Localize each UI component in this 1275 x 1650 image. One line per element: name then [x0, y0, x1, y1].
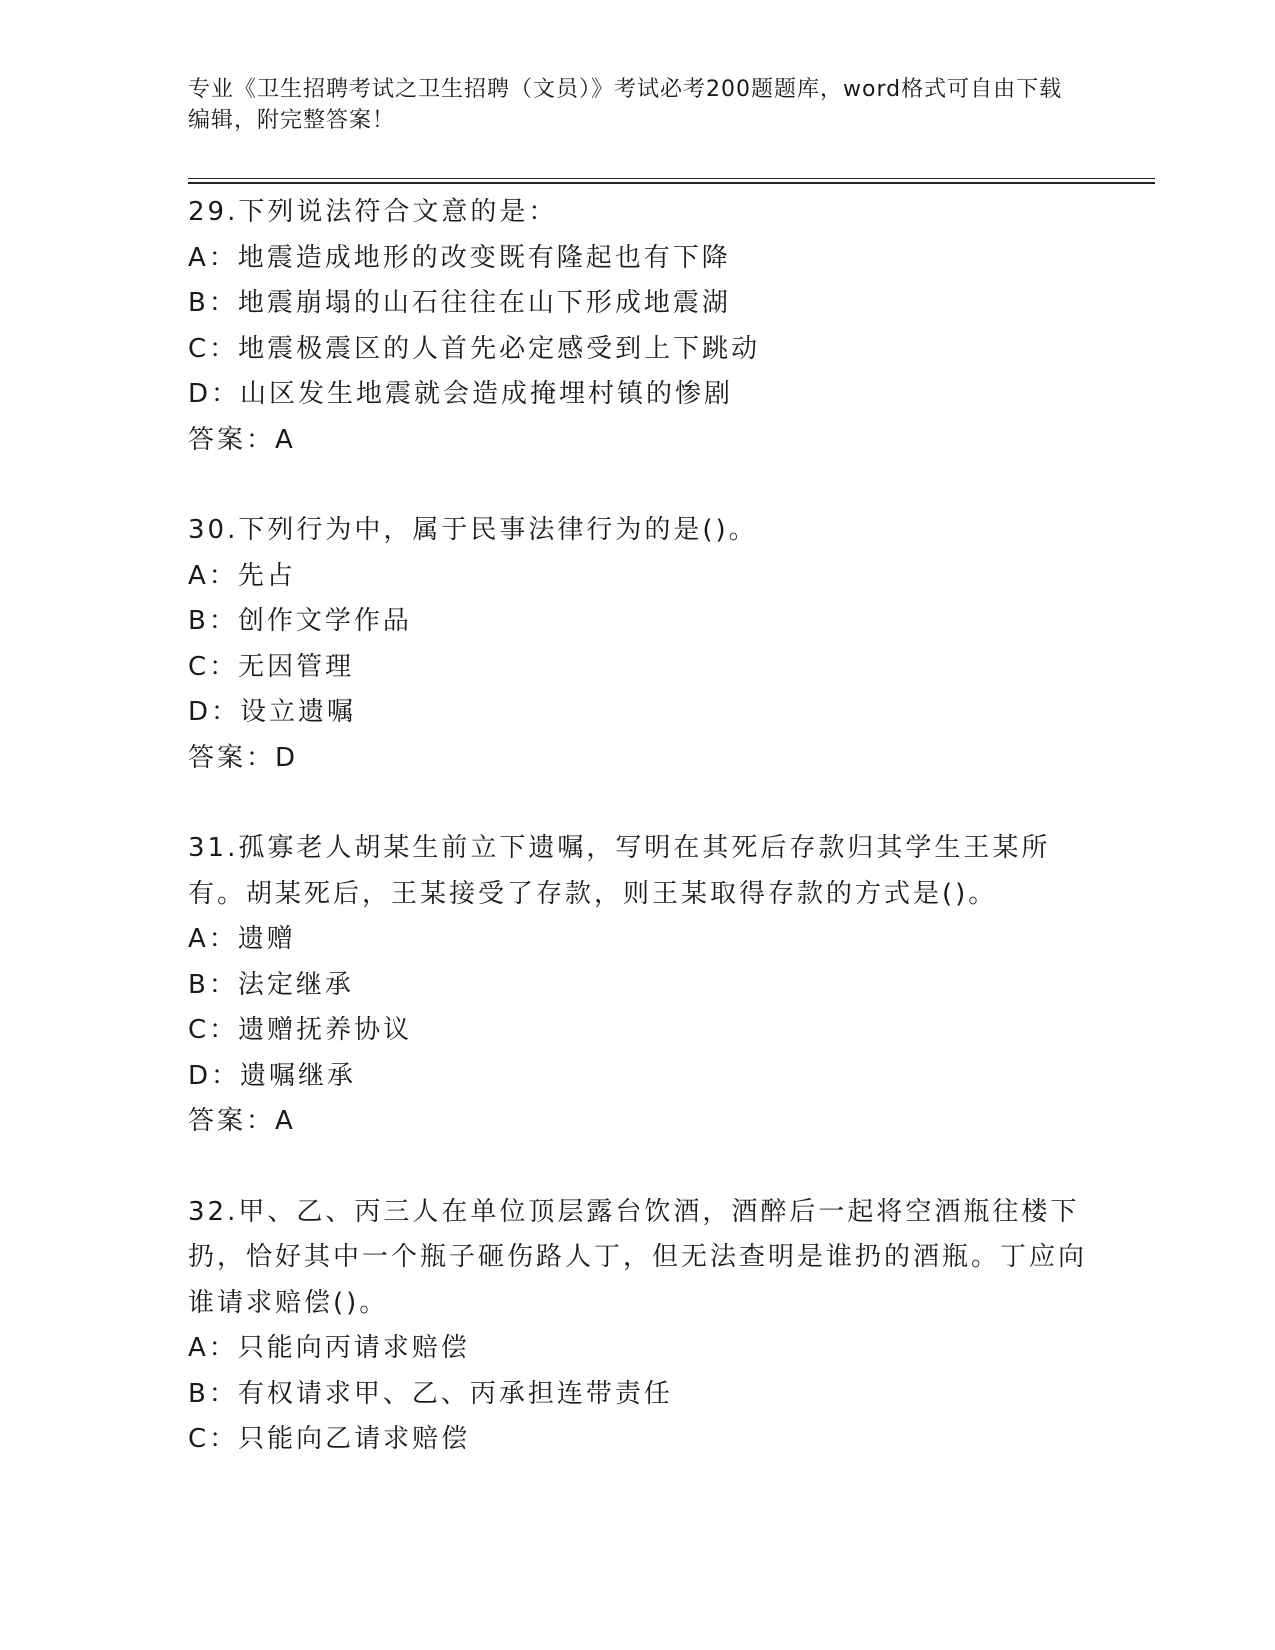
option-d: D：遗嘱继承 — [188, 1060, 357, 1091]
option-b: B：地震崩塌的山石往往在山下形成地震湖 — [188, 288, 731, 318]
option-c: C：地震极震区的人首先必定感受到上下跳动 — [188, 333, 761, 364]
question-list — [188, 190, 1088, 1508]
option-a: A：遗赠 — [188, 924, 296, 954]
option-d: D：山区发生地震就会造成掩埋村镇的惨剧 — [188, 379, 734, 409]
question-stem: 30.下列行为中，属于民事法律行为的是()。 — [188, 515, 758, 545]
option-b: B：有权请求甲、乙、丙承担连带责任 — [188, 1378, 673, 1409]
option-c: C：遗赠抚养协议 — [188, 1015, 413, 1045]
answer-text: 答案：D — [188, 742, 299, 773]
option-a: A：只能向丙请求赔偿 — [188, 1333, 470, 1363]
option-c: C：无因管理 — [188, 651, 355, 682]
question-31 — [188, 826, 1088, 1145]
question-stem: 31.孤寡老人胡某生前立下遗嘱，写明在其死后存款归其学生王某所有。胡某死后，王某接受了存款，则王某取得存款的方式是()。 — [188, 833, 1051, 909]
option-b: B：法定继承 — [188, 969, 354, 1000]
question-stem: 32.甲、乙、丙三人在单位顶层露台饮酒，酒醉后一起将空酒瓶往楼下扔，恰好其中一个瓶子砸伤路人丁，但无法查明是谁扔的酒瓶。丁应向谁请求赔偿()。 — [188, 1196, 1088, 1318]
answer-text: 答案：A — [188, 424, 296, 455]
question-29 — [188, 190, 1088, 463]
header-divider-thin — [188, 178, 1155, 179]
option-a: A：地震造成地形的改变既有隆起也有下降 — [188, 242, 731, 273]
document-header: 专业《卫生招聘考试之卫生招聘（文员）》考试必考200题题库，word格式可自由下载编辑，附完整答案！ — [188, 77, 1063, 133]
question-32 — [188, 1190, 1088, 1463]
header-divider-thick — [188, 182, 1155, 184]
option-a: A：先占 — [188, 560, 296, 591]
answer-text: 答案：A — [188, 1106, 296, 1136]
option-c: C：只能向乙请求赔偿 — [188, 1424, 471, 1454]
option-d: D：设立遗嘱 — [188, 697, 357, 727]
question-stem: 29.下列说法符合文意的是： — [188, 197, 558, 227]
option-b: B：创作文学作品 — [188, 606, 412, 636]
question-30 — [188, 508, 1088, 781]
